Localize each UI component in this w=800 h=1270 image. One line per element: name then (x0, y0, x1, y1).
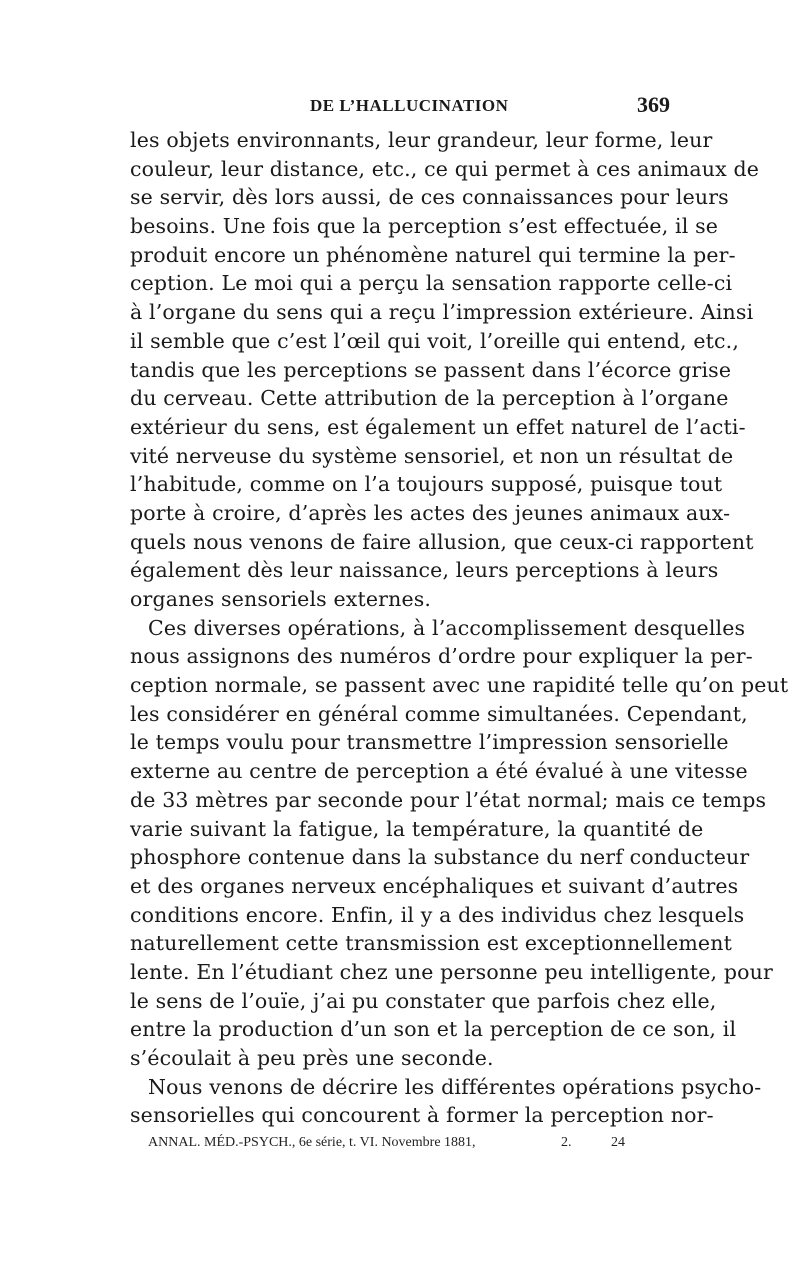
text-line: de 33 mètres par seconde pour l’état normal; mais ce temps (130, 787, 767, 812)
text-line: tandis que les perceptions se passent dans l’écorce grise (130, 357, 732, 382)
page-footer (148, 1135, 648, 1157)
text-line: également dès leur naissance, leurs perceptions à leurs (130, 558, 719, 583)
text-line: ception normale, se passent avec une rapidité telle qu’on peut (130, 673, 789, 698)
text-line: et des organes nerveux encéphaliques et suivant d’autres (130, 873, 739, 898)
page-number: 369 (637, 92, 670, 117)
text-line: l’habitude, comme on l’a toujours supposé, puisque tout (130, 472, 723, 497)
text-line: les objets environnants, leur grandeur, leur forme, leur (130, 128, 713, 152)
text-line: le temps voulu pour transmettre l’impression sensorielle (130, 730, 729, 755)
text-line: quels nous venons de faire allusion, que ceux-ci rapportent (130, 529, 754, 554)
text-line: le sens de l’ouïe, j’ai pu constater que parfois chez elle, (130, 988, 717, 1013)
page-header (130, 92, 670, 122)
text-line: lente. En l’étudiant chez une personne peu intelligente, pour (130, 959, 773, 984)
text-line: à l’organe du sens qui a reçu l’impression extérieure. Ainsi (130, 300, 754, 325)
text-line: sensorielles qui concourent à former la perception nor- (130, 1103, 714, 1128)
paragraph-end-line: organes sensoriels externes. (130, 587, 432, 611)
text-line: externe au centre de perception a été évalué à une vitesse (130, 759, 748, 784)
text-line: conditions encore. Enfin, il y a des individus chez lesquels (130, 902, 745, 927)
signature-sheet: 24 (611, 1135, 625, 1150)
signature-volume: 2. (561, 1135, 572, 1150)
text-line: du cerveau. Cette attribution de la perception à l’organe (130, 386, 729, 411)
text-line: nous assignons des numéros d’ordre pour expliquer la per- (130, 644, 753, 669)
text-line: vité nerveuse du système sensoriel, et non un résultat de (130, 443, 734, 468)
text-line: les considérer en général comme simultanées. Cependant, (130, 701, 748, 726)
text-line: produit encore un phénomène naturel qui termine la per- (130, 242, 736, 267)
paragraph-start-line: Nous venons de décrire les différentes opérations psycho- (148, 1074, 762, 1099)
text-line: besoins. Une fois que la perception s’est effectuée, il se (130, 214, 719, 239)
text-line: il semble que c’est l’œil qui voit, l’oreille qui entend, etc., (130, 328, 740, 353)
paragraph-start-line: Ces diverses opérations, à l’accomplissement desquelles (148, 615, 746, 640)
text-line: porte à croire, d’après les actes des jeunes animaux aux- (130, 500, 731, 525)
text-line: extérieur du sens, est également un effet naturel de l’acti- (130, 414, 746, 439)
running-title: DE L’HALLUCINATION (310, 96, 509, 115)
journal-signature: ANNAL. MÉD.-PSYCH., 6e série, t. VI. Novembre 1881, (148, 1135, 476, 1150)
text-line: varie suivant la fatigue, la température, la quantité de (130, 816, 704, 841)
text-line: entre la production d’un son et la perception de ce son, il (130, 1017, 737, 1042)
text-line: naturellement cette transmission est exceptionnellement (130, 931, 732, 956)
text-line: phosphore contenue dans la substance du nerf conducteur (130, 845, 750, 870)
body-text (130, 126, 789, 1130)
text-line: couleur, leur distance, etc., ce qui permet à ces animaux de (130, 156, 760, 181)
text-line: ception. Le moi qui a perçu la sensation rapporte celle-ci (130, 271, 733, 296)
paragraph-end-line: s’écoulait à peu près une seconde. (130, 1046, 494, 1070)
text-line: se servir, dès lors aussi, de ces connaissances pour leurs (130, 185, 729, 210)
